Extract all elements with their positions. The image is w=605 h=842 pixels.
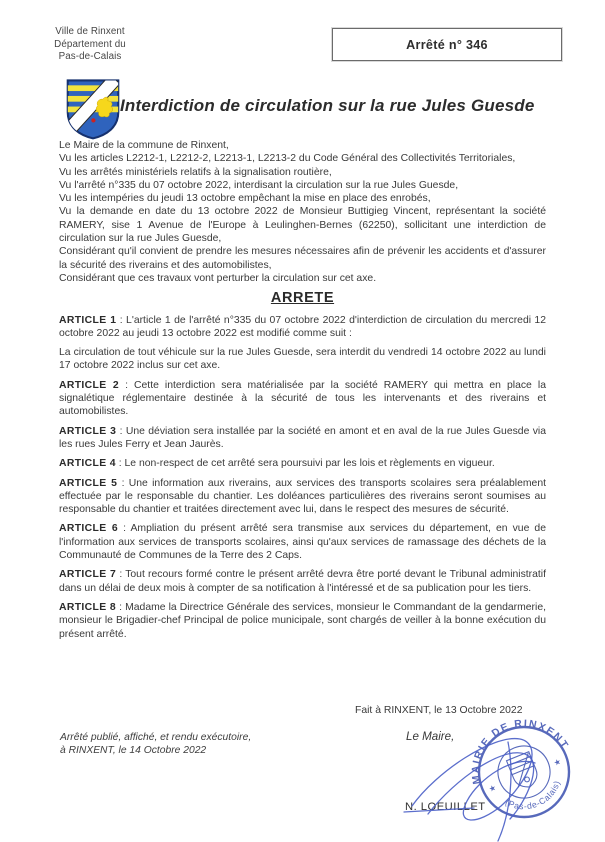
article-text: : Une information aux riverains, aux services des transports scolaires sera préalablement effectuée par le responsable du chantier. Les doléances particulières des riverains seront soumises au responsable du chantier et traitées directement avec lui, dans le respect des mesures de sécurité. (59, 477, 546, 516)
shield-crescent-dot (91, 118, 95, 122)
article-text: : Madame la Directrice Générale des services, monsieur le Commandant de la gendarmerie, monsieur le Brigadier-chef Principal de police municipale, sont chargés de veiller à la bonne exécution du présent arrêté. (59, 601, 546, 640)
document-body (59, 139, 546, 647)
preamble-line: Vu les articles L2212-1, L2212-2, L2213-1, L2213-2 du Code Général des Collectivités Territoriales, (59, 153, 516, 165)
article-text: La circulation de tout véhicule sur la rue Jules Guesde, sera interdit du vendredi 14 octobre 2022 au lundi 17 octobre 2022 inclus sur cet axe. (59, 347, 546, 372)
stamp-star-right: ★ (552, 756, 563, 768)
article-label: ARTICLE 4 (59, 458, 116, 470)
article-text: : Cette interdiction sera matérialisée par la société RAMERY qui mettra en place la signalétique réglementaire destinée à la sécurité de tous les intervenants et des riverains et automobilistes. (59, 379, 546, 418)
article-1 (59, 314, 546, 341)
article-4 (59, 457, 546, 470)
preamble-line: Vu les intempéries du jeudi 13 octobre empêchant la mise en place des enrobés, (59, 193, 431, 205)
arrete-number-box (332, 28, 562, 61)
commune-block (33, 26, 147, 64)
commune-line: Pas-de-Calais (58, 51, 122, 63)
stamp-star-left: ★ (487, 782, 498, 795)
mayor-signature (398, 724, 583, 842)
commune-line: Département du (54, 38, 126, 50)
preamble-line: Considérant qu'il convient de prendre les mesures nécessaires afin de prévenir les accidents et d'assurer la sécurité des riverains et des automobilistes, (59, 246, 546, 271)
fait-a-line: Fait à RINXENT, le 13 Octobre 2022 (355, 705, 523, 716)
article-text: : Tout recours formé contre le présent arrêté devra être porté devant le Tribunal administratif dans un délai de deux mois à compter de sa notification à l'intéressé et de sa publication pour les tiers. (59, 569, 546, 594)
article-7 (59, 568, 546, 595)
rinxent-coat-of-arms (64, 78, 122, 140)
stamp-top-text: MAIRIE DE RINXENT (469, 717, 572, 786)
preamble-line: Le Maire de la commune de Rinxent, (59, 140, 229, 151)
article-label: ARTICLE 2 (59, 379, 120, 391)
article-label: ARTICLE 3 (59, 425, 117, 437)
preamble-line: Vu la demande en date du 13 octobre 2022 de Monsieur Buttigieg Vincent, représentant la société RAMERY, sise 1 Avenue de l'Europe à Leulinghen-Bernes (62250), sollicitant une interdiction de circulation sur la rue Jules Guesde, (59, 206, 546, 245)
le-maire-label: Le Maire, (406, 730, 455, 743)
article-text: : Une déviation sera installée par la société en amont et en aval de la rue Jules Guesde via les rues Jules Ferry et Jean Jaurès. (59, 425, 546, 450)
article-label: ARTICLE 5 (59, 477, 118, 489)
publication-note (60, 731, 251, 757)
arrete-heading: ARRETE (270, 290, 335, 307)
page-title: Interdiction de circulation sur la rue Jules Guesde (120, 96, 535, 115)
article-text: : Le non-respect de cet arrêté sera poursuivi par les lois et règlements en vigueur. (115, 458, 495, 470)
publication-note-line: à RINXENT, le 14 Octobre 2022 (60, 745, 207, 757)
article-label: ARTICLE 6 (59, 523, 119, 535)
article-6 (59, 522, 546, 562)
article-label: ARTICLE 7 (59, 569, 117, 581)
arrete-number: Arrêté n° 346 (406, 37, 488, 52)
signer-name: N. LOEUILLET (405, 801, 486, 813)
article-1-addendum (59, 346, 546, 373)
preamble-line: Considérant que ces travaux vont perturber la circulation sur cet axe. (59, 272, 377, 284)
article-text: : Ampliation du présent arrêté sera transmise aux services du département, en vue de l'information aux services de transports scolaires, ainsi qu'aux services de ramassage des déchets de la Communauté de Communes de la Terre des 2 Caps. (59, 523, 546, 562)
article-label: ARTICLE 1 (59, 314, 117, 326)
preamble-line: Vu l'arrêté n°335 du 07 octobre 2022, interdisant la circulation sur la rue Jules Guesde, (59, 179, 459, 191)
article-5 (59, 477, 546, 517)
article-2 (59, 379, 546, 419)
article-label: ARTICLE 8 (59, 601, 117, 613)
preamble-line: Vu les arrêtés ministériels relatifs à la signalisation routière, (59, 166, 332, 178)
stamp-bottom-text: (Pas-de-Calais) (503, 779, 563, 812)
article-text: : L'article 1 de l'arrêté n°335 du 07 octobre 2022 d'interdiction de circulation du mercredi 12 octobre 2022 au jeudi 13 octobre 2022 est modifié comme suit : (59, 314, 546, 339)
signature-strokes (404, 739, 535, 841)
article-8 (59, 601, 546, 641)
article-3 (59, 425, 546, 452)
publication-note-line: Arrêté publié, affiché, et rendu exécutoire, (60, 732, 252, 743)
commune-line: Ville de Rinxent (55, 26, 125, 37)
